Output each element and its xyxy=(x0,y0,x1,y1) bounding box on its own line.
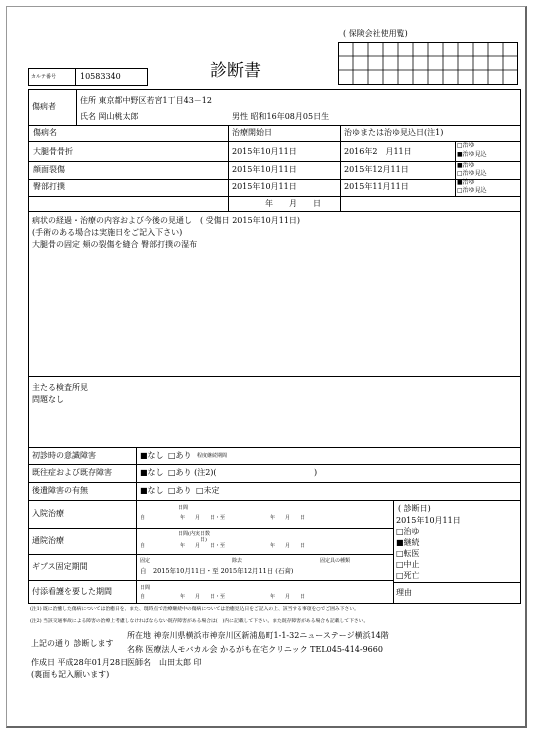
diagnosis-date-label: ( 診断日) xyxy=(398,504,431,513)
outpatient-days: 日間(内実日数 xyxy=(178,531,210,537)
care-date-to: 年 月 日 xyxy=(270,594,306,600)
consciousness-note: 程度継続期間 xyxy=(197,453,228,459)
inpatient-date-to: 年 月 日 xyxy=(270,515,306,521)
diagnosis-row-name: 臀部打撲 xyxy=(33,182,65,191)
diagnosis-row-end: 2015年11月11日 xyxy=(344,182,409,191)
progress-body: 大腿骨の固定 頬の裂傷を縫合 臀部打撲の湿布 xyxy=(32,240,198,249)
outpatient-date-from: 年 月 日・至 xyxy=(180,543,226,549)
diagnosis-row-end: 2015年12月11日 xyxy=(344,165,409,174)
sequela-undecided-checkbox: □未定 xyxy=(196,486,220,495)
note-1: (注1) 既に治癒した傷病については治癒日を、また、現時点で治療継続中の傷病については治癒見込日をご記入の上、該当する事項を○でご囲み下さい。 xyxy=(30,607,359,612)
outcome-continue-checkbox: ■継続 xyxy=(396,538,420,547)
consciousness-label: 初診時の意識障害 xyxy=(32,451,96,460)
outpatient-label: 通院治療 xyxy=(32,536,64,545)
cast-label: ギプス固定期間 xyxy=(32,562,88,571)
care-reason-label: 理由 xyxy=(396,588,412,597)
diagnosis-date-value: 2015年10月11日 xyxy=(396,516,461,525)
diagnosis-header-name: 傷病名 xyxy=(33,128,57,137)
diagnosis-row-cured-checkbox: □治ゆ xyxy=(457,142,475,149)
outcome-cured-checkbox: □治ゆ xyxy=(396,527,420,536)
consciousness-none-checkbox: ■なし xyxy=(140,451,164,460)
diagnosis-row-name: 大腿骨骨折 xyxy=(33,147,73,156)
inpatient-date-from: 年 月 日・至 xyxy=(180,515,226,521)
diagnosis-row-prospect-checkbox: □治ゆ見込 xyxy=(457,187,487,194)
diagnosis-row-prospect-checkbox: □治ゆ見込 xyxy=(457,170,487,177)
progress-surgery-note: (手術のある場合は実施日をご記入下さい) xyxy=(32,228,183,237)
insurer-use-grid xyxy=(338,42,518,85)
outcome-stopped-checkbox: □中止 xyxy=(396,560,420,569)
inpatient-from: 自 xyxy=(140,515,146,521)
care-date-from: 年 月 日・至 xyxy=(180,594,226,600)
outpatient-date-to: 年 月 日 xyxy=(270,543,306,549)
outpatient-days-close: 日) xyxy=(200,537,207,543)
outcome-transfer-checkbox: □転医 xyxy=(396,549,420,558)
back-note: (裏面も記入願います) xyxy=(31,670,110,679)
cast-type-label: 固定具の種類 xyxy=(320,558,351,564)
consciousness-yes-checkbox: □あり xyxy=(168,451,192,460)
diagnosis-row-cured-checkbox: ■治ゆ xyxy=(457,162,475,169)
patient-name: 氏名 岡山桃太郎 xyxy=(80,112,139,121)
certify-statement: 上記の通り 診断します xyxy=(31,639,114,648)
diagnosis-row-start: 2015年10月11日 xyxy=(232,182,297,191)
preexisting-label: 既往症および既存障害 xyxy=(32,468,112,477)
inpatient-days: 日間 xyxy=(178,505,189,511)
outcome-deceased-checkbox: □死亡 xyxy=(396,571,420,580)
cast-removed-label: 除去 xyxy=(232,558,243,564)
inpatient-label: 入院治療 xyxy=(32,509,64,518)
care-days: 日間 xyxy=(140,585,151,591)
karte-number-value: 10583340 xyxy=(80,72,121,81)
cast-value: 自 2015年10月11日・至 2015年12月11日 (石膏) xyxy=(140,567,294,575)
patient-sex-birth: 男性 昭和16年08月05日生 xyxy=(232,112,330,121)
patient-address: 住所 東京都中野区若宮1丁目43－12 xyxy=(80,96,212,105)
sequela-none-checkbox: ■なし xyxy=(140,486,164,495)
note-2: (注2) 当該交通事故による障害の治療上考慮しなければならない既存障害がある場合は( )内に記載して下さい。また既存障害がある場合も記載して下さい。 xyxy=(30,619,369,624)
diagnosis-header-end: 治ゆまたは治ゆ見込日(注1) xyxy=(344,128,444,137)
preexisting-close-paren: ) xyxy=(314,468,318,477)
findings-title: 主たる検査所見 xyxy=(32,383,88,392)
doctor-name: 医師名 山田太郎 印 xyxy=(127,658,202,667)
care-label: 付添看護を要した期間 xyxy=(32,587,112,596)
cast-fixed-label: 固定 xyxy=(140,558,151,564)
clinic-name: 名称 医療法人モバカル会 かるがも在宅クリニック TEL045-414-9660 xyxy=(127,645,383,654)
sequela-label: 後遺障害の有無 xyxy=(32,486,88,495)
findings-body: 問題なし xyxy=(32,395,64,404)
sequela-yes-checkbox: □あり xyxy=(168,486,192,495)
document-title: 診断書 xyxy=(210,61,261,81)
diagnosis-row-name: 顔面裂傷 xyxy=(33,165,65,174)
diagnosis-row-start: 2015年10月11日 xyxy=(232,165,297,174)
diagnosis-header-start: 治療開始日 xyxy=(232,128,272,137)
diagnosis-row-start: 2015年10月11日 xyxy=(232,147,297,156)
patient-section-label: 傷病者 xyxy=(32,102,56,111)
outpatient-from: 自 xyxy=(140,543,146,549)
clinic-address: 所在地 神奈川県横浜市神奈川区新浦島町1-1-32ニューステージ横浜14階 xyxy=(127,631,389,640)
diagnosis-row-cured-checkbox: ■治ゆ xyxy=(457,179,475,186)
care-from: 自 xyxy=(140,594,146,600)
insurer-use-label: ( 保険会社使用覧) xyxy=(343,29,408,38)
diagnosis-row-prospect-checkbox: ■治ゆ見込 xyxy=(457,151,487,158)
karte-number-label: カルテ番号 xyxy=(31,74,57,80)
preexisting-yes-checkbox: □あり (注2)( xyxy=(168,468,217,477)
diagnosis-blank-date: 年 月 日 xyxy=(265,199,321,208)
preexisting-none-checkbox: ■なし xyxy=(140,468,164,477)
created-date: 作成日 平成28年01月28日 xyxy=(31,658,129,667)
progress-title: 病状の経過・治療の内容および今後の見通し ( 受傷日 2015年10月11日) xyxy=(32,216,301,225)
diagnosis-row-end: 2016年2 月11日 xyxy=(344,147,412,156)
